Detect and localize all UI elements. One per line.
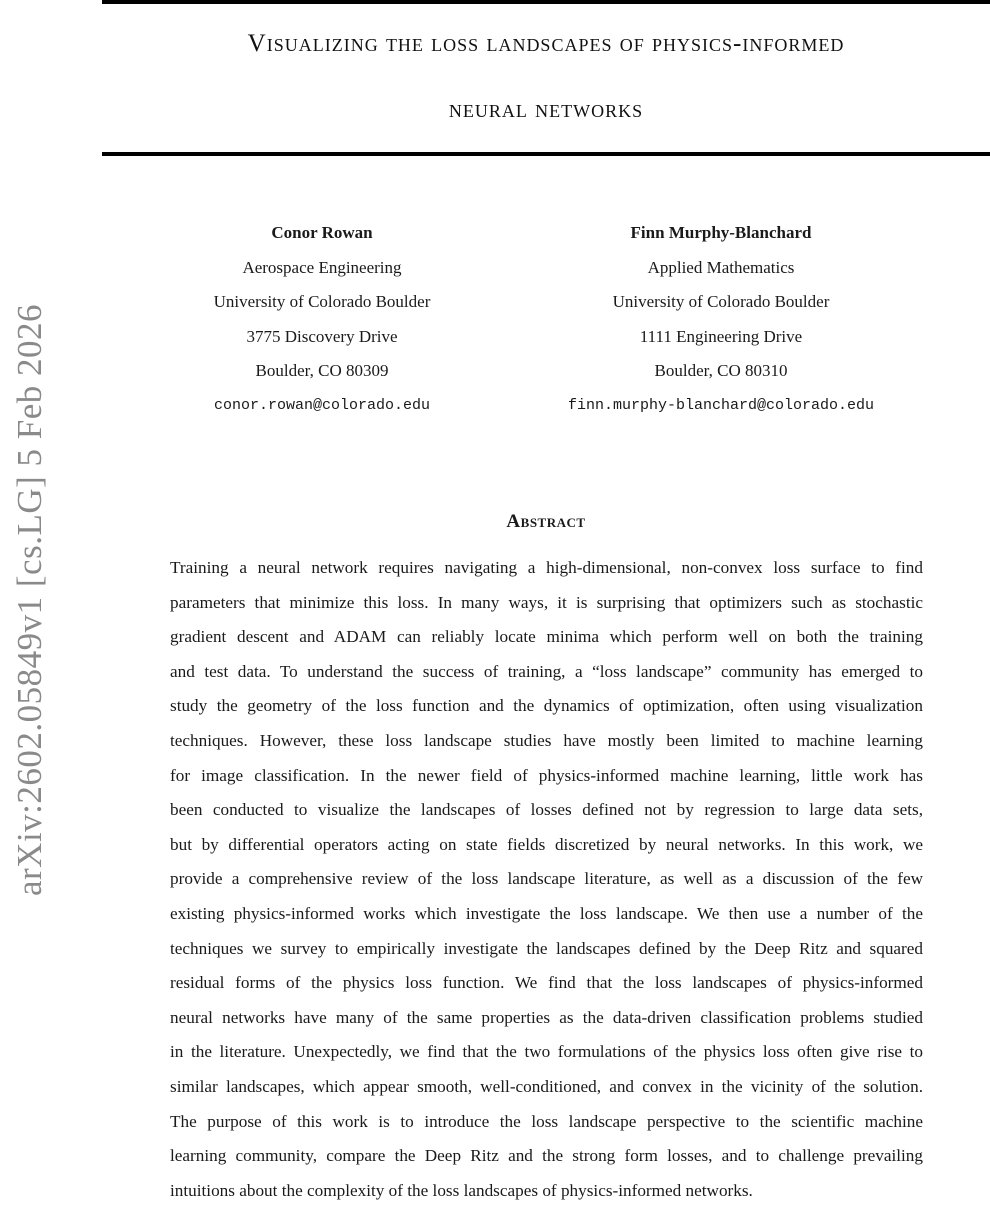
abstract-heading: Abstract	[506, 511, 586, 532]
abstract-line: similar landscapes, which appear smooth, well-conditioned, and convex in the vicinity of the solution.	[170, 1076, 923, 1096]
paper-title-line-2: neural networks	[448, 96, 644, 123]
author-email: finn.murphy-blanchard@colorado.edu	[567, 396, 875, 414]
author-city: Boulder, CO 80310	[654, 361, 788, 381]
abstract-line: intuitions about the complexity of the loss landscapes of physics-informed networks.	[170, 1180, 753, 1200]
arxiv-identifier-stamp	[0, 0, 60, 1200]
author-name: Finn Murphy-Blanchard	[630, 223, 812, 242]
abstract-line: techniques. However, these loss landscape studies have mostly been limited to machine learning	[170, 730, 923, 750]
author-street: 3775 Discovery Drive	[246, 326, 398, 346]
abstract-line: techniques we survey to empirically investigate the landscapes defined by the Deep Ritz and squared	[170, 938, 923, 958]
abstract-line: gradient descent and ADAM can reliably locate minima which perform well on both the training	[170, 627, 923, 647]
abstract-line: parameters that minimize this loss. In many ways, it is surprising that optimizers such as stochastic	[170, 592, 923, 612]
author-department: Applied Mathematics	[647, 257, 795, 277]
author-block-2	[511, 222, 931, 430]
author-department: Aerospace Engineering	[242, 257, 402, 277]
abstract-line: residual forms of the physics loss function. We find that the loss landscapes of physics-informed	[170, 973, 923, 993]
abstract-line: learning community, compare the Deep Ritz and the strong form losses, and to challenge prevailing	[170, 1146, 923, 1166]
abstract-line: in the literature. Unexpectedly, we find that the two formulations of the physics loss often give rise to	[170, 1042, 923, 1062]
author-name: Conor Rowan	[271, 223, 373, 242]
abstract-line: The purpose of this work is to introduce the loss landscape perspective to the scientific machine	[170, 1111, 923, 1131]
abstract-line: provide a comprehensive review of the loss landscape literature, as well as a discussion of the few	[170, 869, 923, 889]
title-top-rule	[102, 0, 990, 4]
author-email: conor.rowan@colorado.edu	[213, 396, 431, 414]
author-city: Boulder, CO 80309	[255, 361, 389, 381]
author-street: 1111 Engineering Drive	[639, 326, 803, 346]
author-institution: University of Colorado Boulder	[612, 292, 830, 312]
arxiv-identifier-text: arXiv:2602.05849v1 [cs.LG] 5 Feb 2026	[10, 303, 49, 897]
abstract-line: and test data. To understand the success of training, a “loss landscape” community has emerged to	[170, 661, 923, 681]
abstract-line: neural networks have many of the same properties as the data-driven classification problems studied	[170, 1007, 923, 1027]
title-bottom-rule	[102, 152, 990, 156]
author-institution: University of Colorado Boulder	[213, 292, 431, 312]
abstract-line: study the geometry of the loss function and the dynamics of optimization, often using visualization	[170, 696, 923, 716]
abstract-line: for image classification. In the newer field of physics-informed machine learning, little work has	[170, 765, 923, 785]
abstract-line: Training a neural network requires navigating a high-dimensional, non-convex loss surface to find	[170, 558, 923, 577]
abstract-body	[170, 555, 923, 1212]
paper-title-line-1: Visualizing the loss landscapes of physics-informed	[247, 30, 845, 57]
abstract-line: but by differential operators acting on state fields discretized by neural networks. In this work, we	[170, 834, 923, 854]
author-block-1	[112, 222, 532, 430]
abstract-line: existing physics-informed works which investigate the loss landscape. We then use a number of the	[170, 903, 923, 923]
abstract-line: been conducted to visualize the landscapes of losses defined not by regression to large data sets,	[170, 800, 923, 820]
